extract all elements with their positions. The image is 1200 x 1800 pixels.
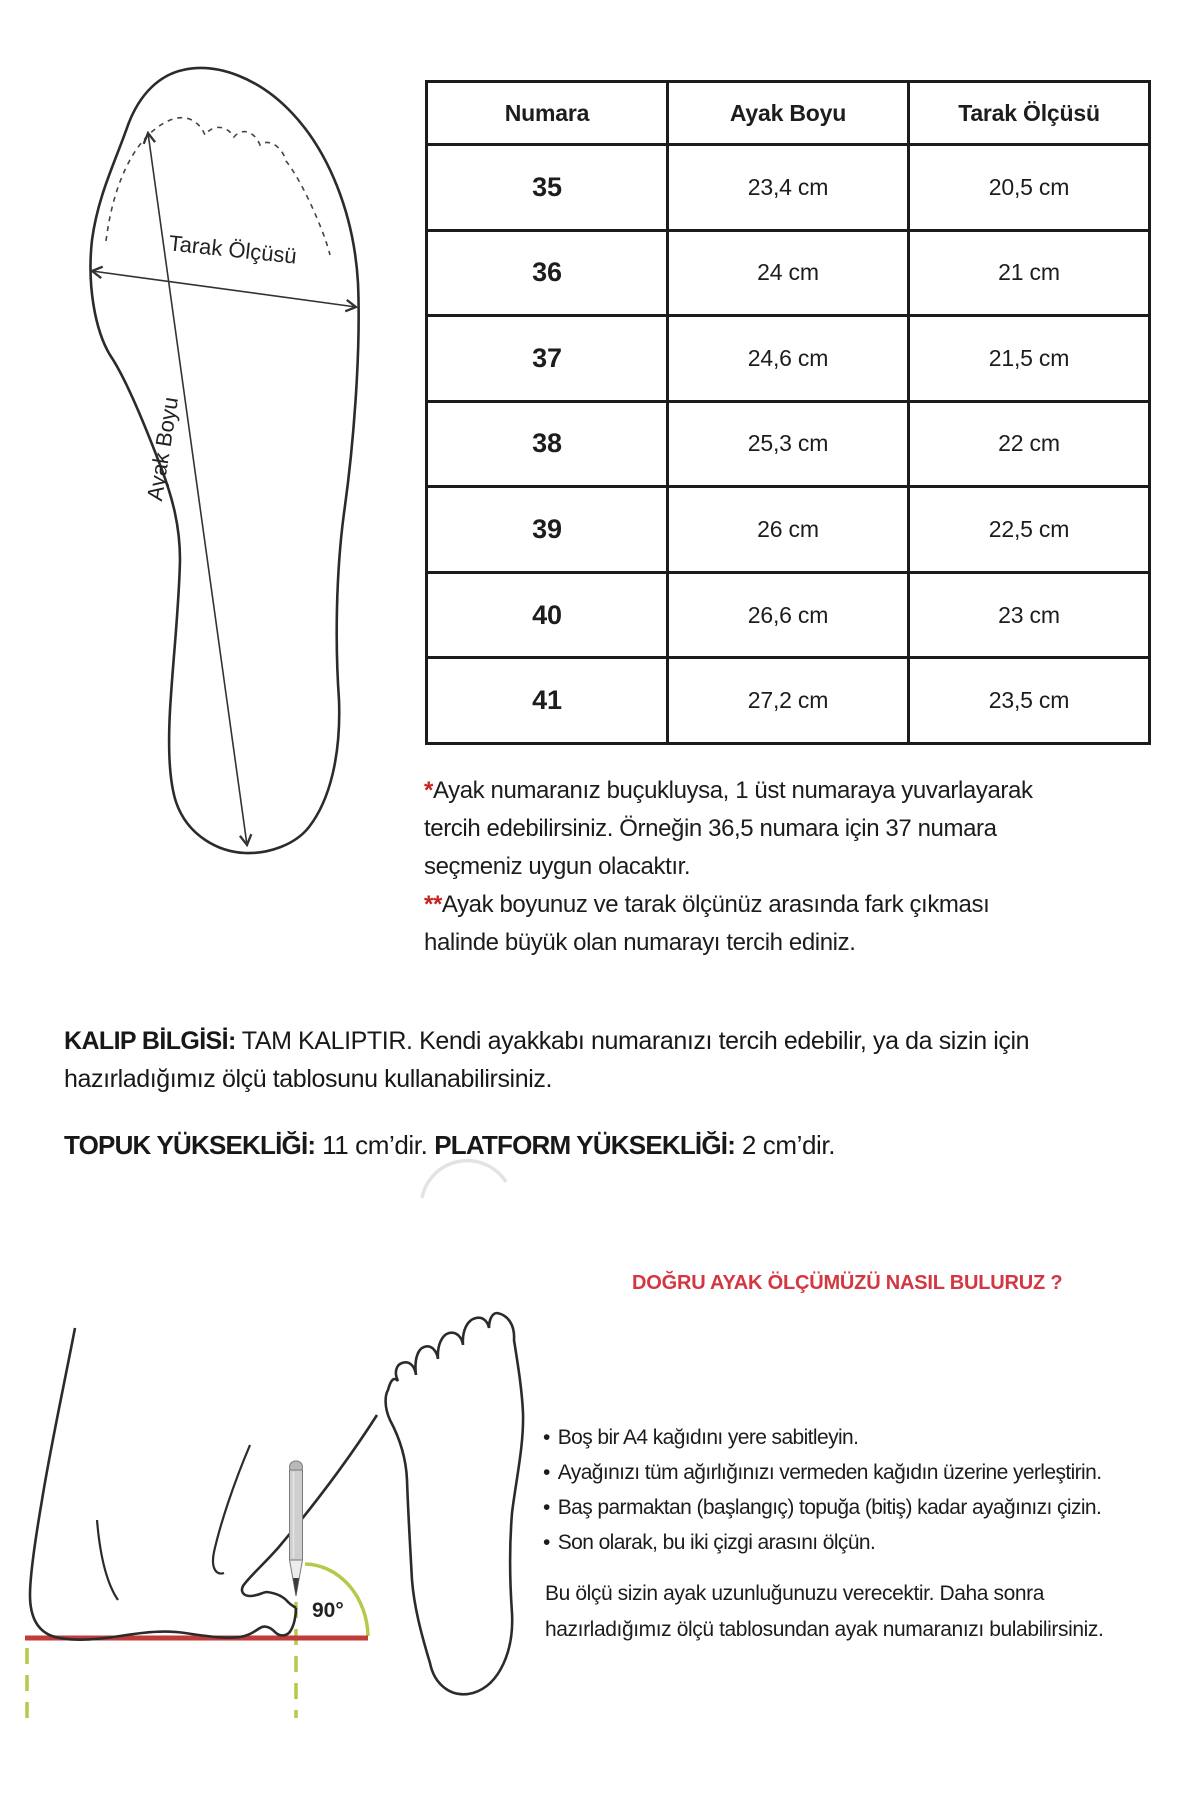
col-header-ayak-boyu: Ayak Boyu xyxy=(668,82,909,145)
size-table xyxy=(425,80,1151,745)
cell-tarak-olcusu: 21,5 cm xyxy=(909,316,1150,402)
cell-tarak-olcusu: 22,5 cm xyxy=(909,487,1150,573)
cell-numara: 40 xyxy=(427,572,668,658)
insole-measure-diagram xyxy=(40,55,380,865)
table-row xyxy=(427,572,1150,658)
cell-tarak-olcusu: 22 cm xyxy=(909,401,1150,487)
heel-inner-line xyxy=(97,1520,118,1600)
kalip-info xyxy=(64,1022,1029,1098)
toes-dashed-contour xyxy=(106,118,330,255)
bullet-icon: • xyxy=(543,1426,550,1449)
cell-ayak-boyu: 24,6 cm xyxy=(668,316,909,402)
footprint-diagram xyxy=(360,1295,570,1725)
sizing-notes xyxy=(424,772,1033,962)
table-row xyxy=(427,401,1150,487)
table-row xyxy=(427,316,1150,402)
outro-line: hazırladığımız ölçü tablosundan ayak numaranızı bulabilirsiniz. xyxy=(545,1618,1104,1641)
asterisk: * xyxy=(424,777,433,804)
size-table-header-row xyxy=(427,82,1150,145)
instruction-item: • Son olarak, bu iki çizgi arasını ölçün. xyxy=(543,1531,876,1554)
kalip-line: KALIP BİLGİSİ: TAM KALIPTIR. Kendi ayakkabı numaranızı tercih edebilir, ya da sizin için xyxy=(64,1027,1030,1055)
outro-paragraph xyxy=(545,1576,1103,1648)
cell-numara: 39 xyxy=(427,487,668,573)
table-row xyxy=(427,658,1150,744)
table-row xyxy=(427,230,1150,316)
instruction-item: • Baş parmaktan (başlangıç) topuğa (bitiş) kadar ayağınızı çizin. xyxy=(543,1496,1102,1519)
cell-ayak-boyu: 27,2 cm xyxy=(668,658,909,744)
heel-height-value: 11 cm’dir. xyxy=(315,1130,435,1160)
cell-ayak-boyu: 26,6 cm xyxy=(668,572,909,658)
platform-height-value: 2 cm’dir. xyxy=(735,1130,836,1160)
double-asterisk: ** xyxy=(424,891,442,918)
instruction-item: • Ayağınızı tüm ağırlığınızı vermeden kağıdın üzerine yerleştirin. xyxy=(543,1461,1102,1484)
kalip-line: hazırladığımız ölçü tablosunu kullanabilirsiniz. xyxy=(64,1065,553,1093)
insole-outline xyxy=(91,68,359,853)
angle-label: 90° xyxy=(312,1599,344,1622)
ankle-crease-line xyxy=(213,1445,250,1574)
col-header-numara: Numara xyxy=(427,82,668,145)
cell-numara: 38 xyxy=(427,401,668,487)
faint-watermark-arc xyxy=(410,1158,540,1268)
bullet-icon: • xyxy=(543,1496,550,1519)
bullet-icon: • xyxy=(543,1461,550,1484)
table-row xyxy=(427,145,1150,231)
note-line: *Ayak numaranız buçukluysa, 1 üst numaraya yuvarlayarak xyxy=(424,777,1033,804)
foot-back-and-sole-outline xyxy=(30,1328,296,1640)
cell-ayak-boyu: 24 cm xyxy=(668,230,909,316)
foot-width-arrow xyxy=(92,271,356,307)
cell-numara: 37 xyxy=(427,316,668,402)
guide-heading: DOĞRU AYAK ÖLÇÜMÜZÜ NASIL BULURUZ ? xyxy=(632,1272,1063,1294)
outro-line: Bu ölçü sizin ayak uzunluğunuzu verecektir. Daha sonra xyxy=(545,1582,1045,1605)
cell-ayak-boyu: 25,3 cm xyxy=(668,401,909,487)
cell-numara: 35 xyxy=(427,145,668,231)
note-line: seçmeniz uygun olacaktır. xyxy=(424,853,691,880)
instruction-item: • Boş bir A4 kağıdını yere sabitleyin. xyxy=(543,1426,859,1449)
cell-tarak-olcusu: 23 cm xyxy=(909,572,1150,658)
cell-ayak-boyu: 26 cm xyxy=(668,487,909,573)
pencil xyxy=(290,1461,303,1596)
kalip-label: KALIP BİLGİSİ: xyxy=(64,1027,236,1055)
bullet-icon: • xyxy=(543,1531,550,1554)
platform-height-label: PLATFORM YÜKSEKLİĞİ: xyxy=(434,1130,736,1160)
measure-instructions xyxy=(543,1420,1101,1560)
cell-ayak-boyu: 23,4 cm xyxy=(668,145,909,231)
length-arrow-label: Ayak Boyu xyxy=(142,395,184,503)
note-line: **Ayak boyunuz ve tarak ölçünüz arasında fark çıkması xyxy=(424,891,990,918)
foot-instep-outline xyxy=(242,1415,377,1608)
cell-tarak-olcusu: 20,5 cm xyxy=(909,145,1150,231)
heel-height-label: TOPUK YÜKSEKLİĞİ: xyxy=(64,1130,316,1160)
footprint-outline xyxy=(386,1313,523,1694)
col-header-tarak-olcusu: Tarak Ölçüsü xyxy=(909,82,1150,145)
cell-numara: 41 xyxy=(427,658,668,744)
note-line: halinde büyük olan numarayı tercih ediniz. xyxy=(424,929,856,956)
cell-tarak-olcusu: 21 cm xyxy=(909,230,1150,316)
table-row xyxy=(427,487,1150,573)
note-line: tercih edebilirsiniz. Örneğin 36,5 numara için 37 numara xyxy=(424,815,997,842)
cell-tarak-olcusu: 23,5 cm xyxy=(909,658,1150,744)
cell-numara: 36 xyxy=(427,230,668,316)
width-arrow-label: Tarak Ölçüsü xyxy=(167,230,298,269)
